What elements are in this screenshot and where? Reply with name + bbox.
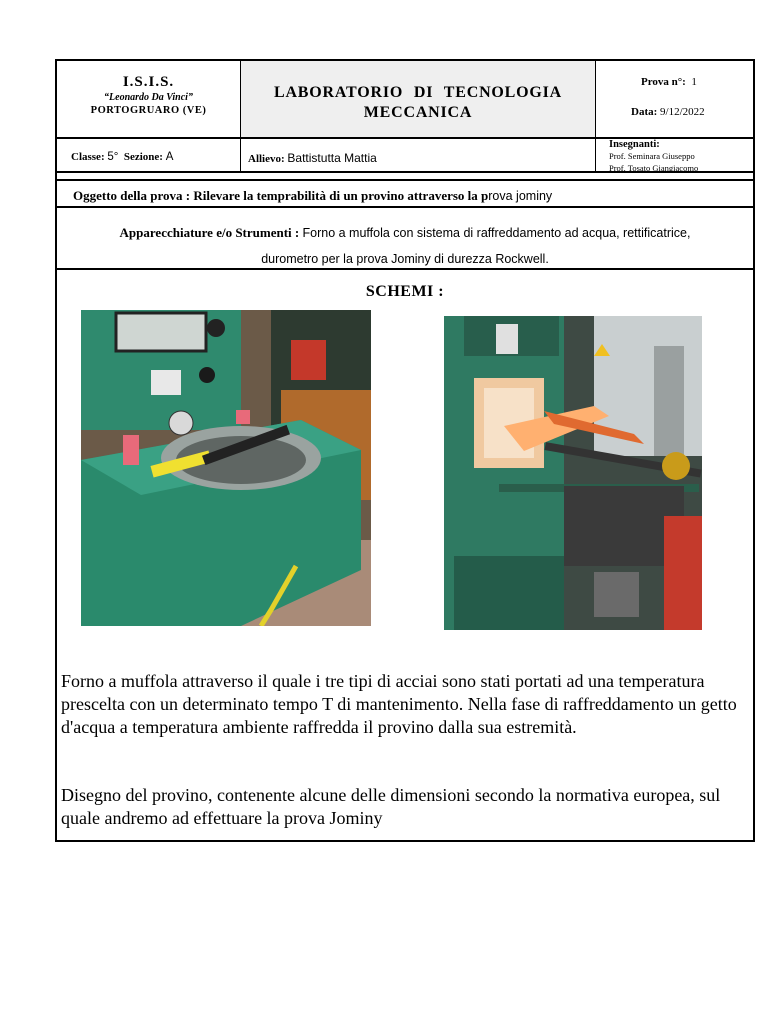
apparecchiature-row: [57, 220, 753, 272]
prova-block: [596, 61, 755, 137]
prova-label: Prova n°:: [641, 76, 686, 88]
institute-city: PORTOGRUARO (VE): [90, 105, 207, 116]
specimen-description: Disegno del provino, contenente alcune delle dimensioni secondo la normativa europea, sul quale andremo ad effettuare la prova Jominy: [61, 785, 721, 828]
apparecchiature-label: Apparecchiature e/o Strumenti :: [119, 225, 300, 240]
oggetto-label: Oggetto della prova :: [73, 188, 191, 203]
oggetto-plain-text: rova jominy: [488, 189, 553, 203]
allievo-label: Allievo:: [248, 153, 285, 165]
sezione-value: A: [165, 151, 174, 163]
institute-block: [57, 61, 240, 137]
lab-title-line1: LABORATORIO DI TECNOLOGIA: [273, 84, 563, 101]
insegnanti-label: Insegnanti:: [609, 139, 660, 150]
muffle-furnace-photo: [444, 316, 702, 630]
oggetto-row: [73, 188, 552, 204]
allievo-value: Battistutta Mattia: [287, 151, 377, 165]
teacher-1: Prof. Seminara Giuseppo: [609, 151, 695, 161]
institute-subtitle: “Leonardo Da Vinci”: [104, 92, 193, 103]
oggetto-bold-text: Rilevare la temprabilità di un provino attraverso la p: [193, 188, 489, 203]
furnace-description: Forno a muffola attraverso il quale i tre tipi di acciai sono stati portati ad una temperatura prescelta con un determinato tempo T di mantenimento. Nella fase di raffreddamento un getto d'acqua a temperatura ambiente raffredda il provino dalla sua estremità.: [61, 671, 737, 737]
apparecchiature-line1: Forno a muffola con sistema di raffreddamento ad acqua, rettificatrice,: [302, 226, 691, 240]
apparecchiature-line2: durometro per la prova Jominy di durezza Rockwell.: [261, 252, 549, 266]
sezione-label: Sezione:: [123, 151, 163, 163]
student-info: [248, 151, 377, 165]
teachers-info: [609, 139, 698, 174]
teacher-2: Prof. Tosato Giangiacomo: [609, 163, 699, 173]
lab-title-block: [241, 61, 595, 137]
schemi-title: SCHEMI :: [365, 283, 445, 300]
lab-report-sheet: [55, 59, 755, 842]
data-label: Data:: [631, 106, 658, 118]
classe-value: 5°: [107, 151, 119, 163]
class-info: [71, 151, 173, 163]
jominy-apparatus-photo: [81, 310, 371, 626]
lab-title-line2: MECCANICA: [363, 104, 473, 121]
data-value: 9/12/2022: [660, 106, 705, 118]
classe-label: Classe:: [71, 151, 105, 163]
institute-name: I.S.I.S.: [122, 74, 175, 90]
prova-value: 1: [691, 76, 697, 88]
